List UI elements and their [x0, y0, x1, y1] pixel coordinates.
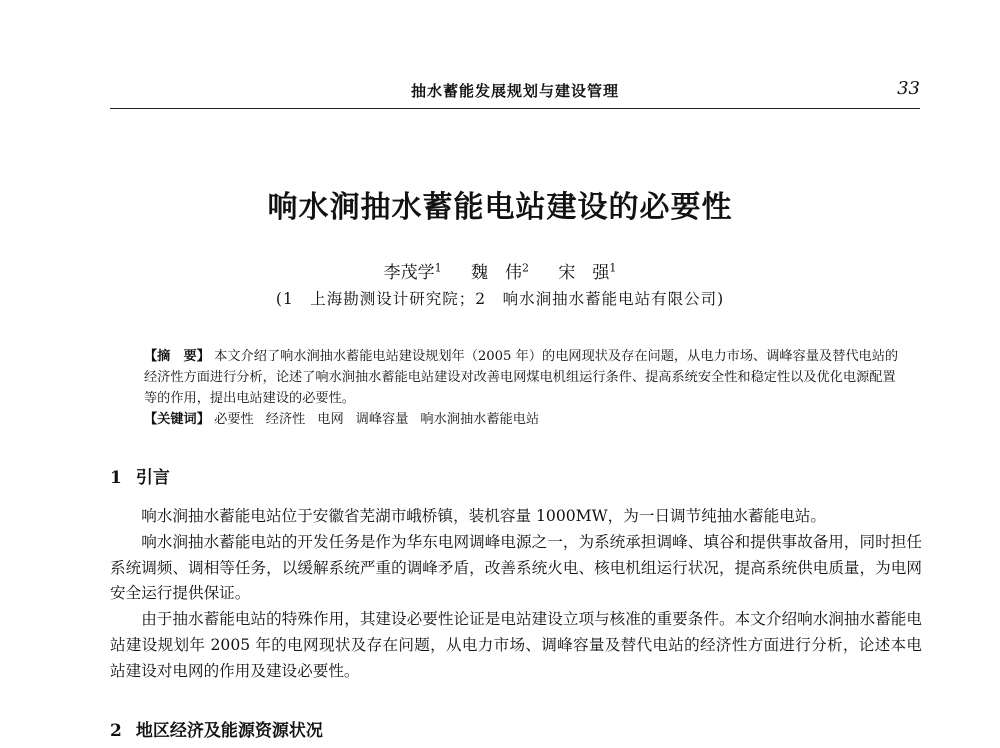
paper-title: 响水涧抽水蓄能电站建设的必要性: [267, 190, 733, 225]
abstract-text: 本文介绍了响水涧抽水蓄能电站建设规划年（2005 年）的电网现状及存在问题，从电力市场、调峰容量及替代电站的经济性方面进行分析，论述了响水涧抽水蓄能电站建设对改善电网煤电机组运行条件、提高系统安全性和稳定性以及优化电源配置等的作用，提出电站建设的必要性。: [144, 349, 899, 406]
keyword: 经济性: [265, 412, 306, 427]
section-title: 地区经济及能源资源状况: [135, 721, 323, 741]
author-name: 魏 伟: [471, 263, 522, 283]
abstract: [144, 346, 904, 409]
section-heading: [110, 463, 170, 488]
author: [471, 263, 529, 283]
keywords: [144, 409, 904, 430]
body-text: [110, 504, 922, 685]
keyword: 响水涧抽水蓄能电站: [420, 412, 540, 427]
section-number: 1: [110, 468, 122, 488]
abstract-label: 【摘 要】: [144, 349, 210, 364]
page-number: 33: [897, 78, 920, 99]
journal-name: 抽水蓄能发展规划与建设管理: [410, 82, 619, 100]
keyword: 调峰容量: [355, 412, 409, 427]
section-title: 引言: [135, 468, 170, 488]
author-name: 宋 强: [558, 263, 610, 283]
affiliation-line: (1 上海勘测设计研究院；2 响水涧抽水蓄能电站有限公司): [275, 290, 725, 308]
keyword: 电网: [317, 412, 344, 427]
section-number: 2: [110, 721, 122, 741]
author-affiliation-mark: 2: [522, 261, 529, 275]
author: [384, 263, 442, 283]
author-name: 李茂学: [383, 263, 435, 283]
author-list: [0, 258, 1000, 283]
paragraph: 响水涧抽水蓄能电站位于安徽省芜湖市峨桥镇，装机容量 1000MW，为一日调节纯抽水蓄能电站。: [141, 507, 826, 525]
keyword: 必要性: [214, 412, 254, 427]
paragraph: 由于抽水蓄能电站的特殊作用，其建设必要性论证是电站建设立项与核准的重要条件。本文介绍响水涧抽水蓄能电站建设规划年 2005 年的电网现状及存在问题，从电力市场、调峰容量及替代电站的经济性方面进行分析，论述本电站建设对电网的作用及建设必要性。: [110, 610, 922, 680]
section-heading: [110, 716, 323, 741]
running-header: [110, 78, 920, 109]
abstract-block: [144, 346, 904, 430]
author-affiliation-mark: 1: [609, 261, 617, 275]
keywords-label: 【关键词】: [144, 412, 210, 427]
author: [558, 263, 616, 283]
paragraph: 响水涧抽水蓄能电站的开发任务是作为华东电网调峰电源之一，为系统承担调峰、填谷和提供事故备用，同时担任系统调频、调相等任务，以缓解系统严重的调峰矛盾，改善系统火电、核电机组运行状况，提高系统供电质量，为电网安全运行提供保证。: [110, 532, 922, 603]
author-affiliation-mark: 1: [434, 261, 442, 275]
